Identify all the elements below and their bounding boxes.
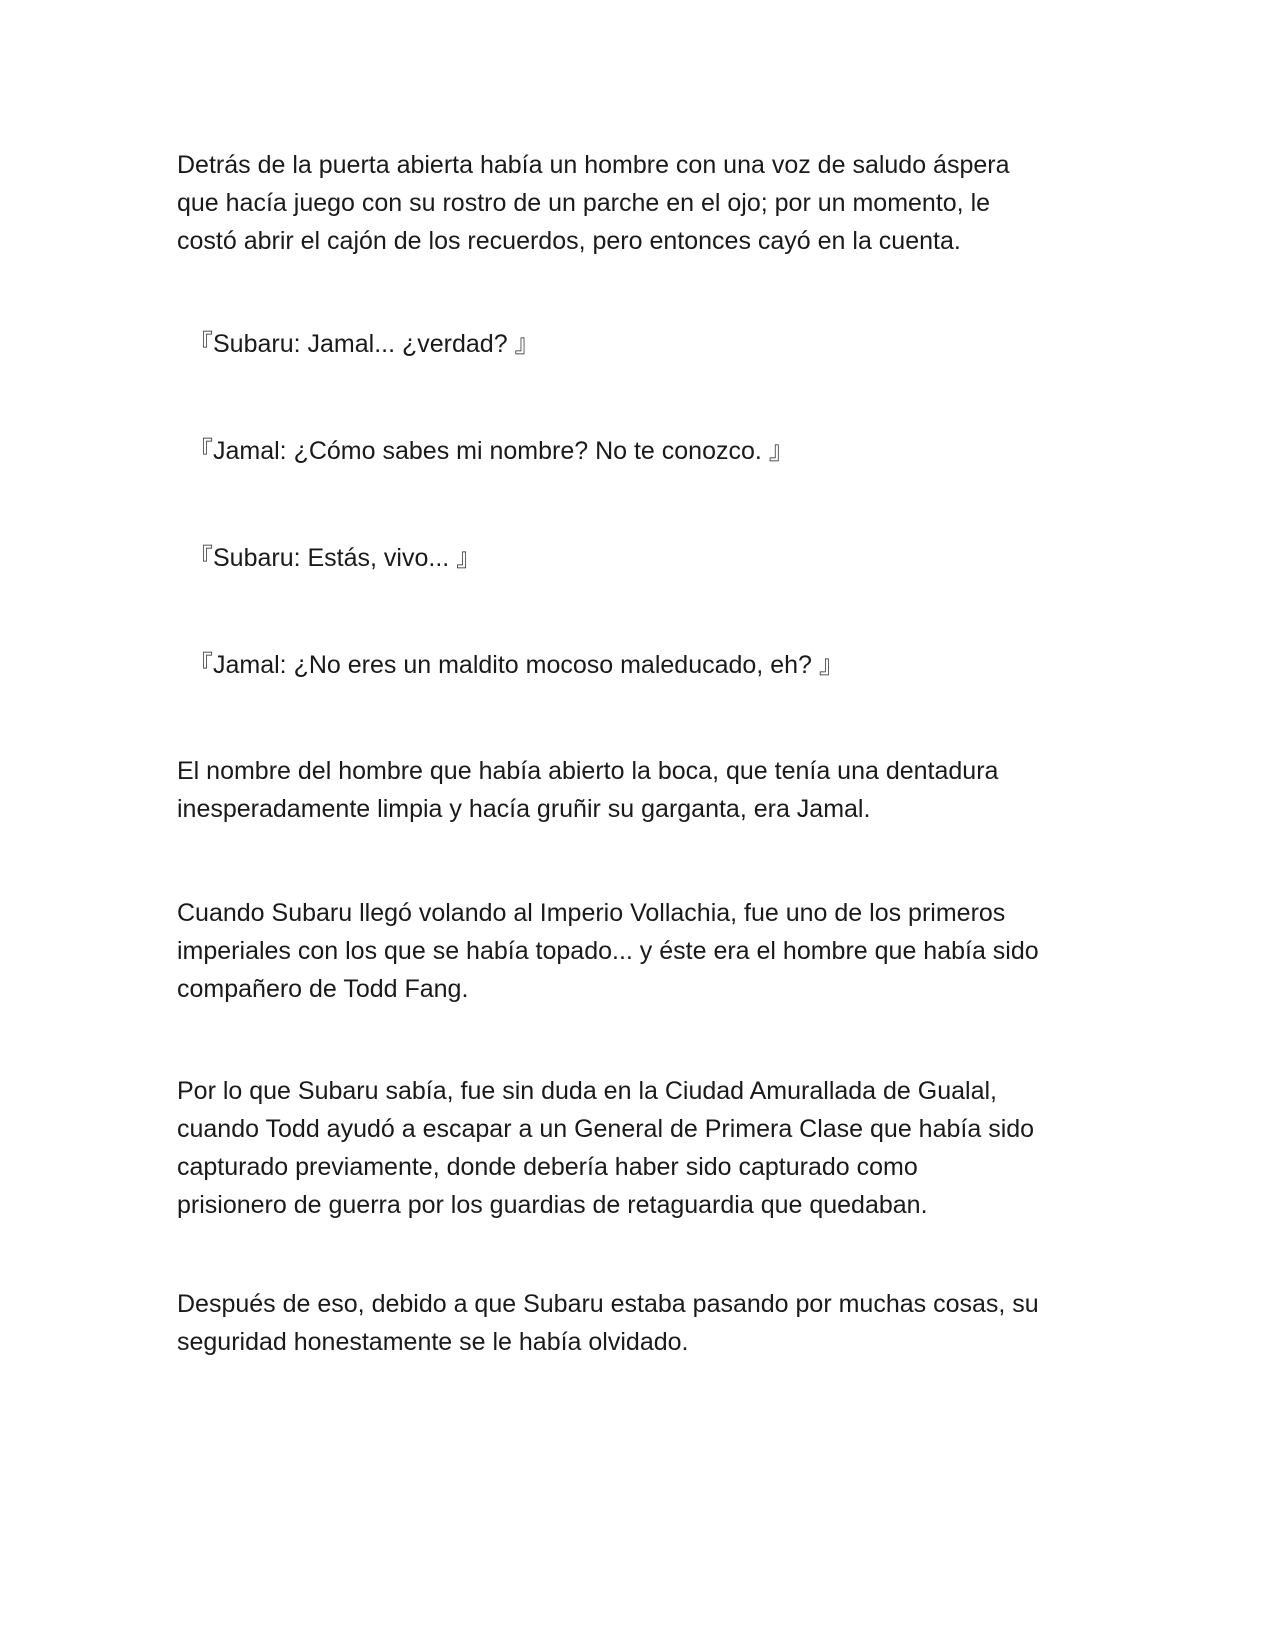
- text-line: Detrás de la puerta abierta había un hombre con una voz de saludo áspera: [177, 151, 1010, 179]
- text-line: prisionero de guerra por los guardias de retaguardia que quedaban.: [177, 1191, 928, 1219]
- text-line: inesperadamente limpia y hacía gruñir su garganta, era Jamal.: [177, 795, 871, 823]
- paragraph-narration-2: [177, 752, 1097, 828]
- text-line: seguridad honestamente se le había olvidado.: [177, 1328, 689, 1356]
- text-line: 『Jamal: ¿No eres un maldito mocoso maleducado, eh? 』: [188, 651, 844, 679]
- text-line: compañero de Todd Fang.: [177, 975, 469, 1003]
- text-line: El nombre del hombre que había abierto la boca, que tenía una dentadura: [177, 757, 999, 785]
- dialogue-jamal-1: [188, 432, 1108, 470]
- dialogue-subaru-2: [188, 539, 1108, 577]
- text-line: cuando Todd ayudó a escapar a un General de Primera Clase que había sido: [177, 1115, 1035, 1143]
- dialogue-jamal-2: [188, 646, 1108, 684]
- text-line: capturado previamente, donde debería haber sido capturado como: [177, 1153, 918, 1181]
- text-line: 『Jamal: ¿Cómo sabes mi nombre? No te conozco. 』: [188, 437, 794, 465]
- text-line: 『Subaru: Jamal... ¿verdad? 』: [188, 330, 540, 358]
- text-line: costó abrir el cajón de los recuerdos, pero entonces cayó en la cuenta.: [177, 227, 961, 255]
- text-line: Por lo que Subaru sabía, fue sin duda en la Ciudad Amurallada de Gualal,: [177, 1077, 997, 1105]
- paragraph-narration-4: [177, 1072, 1097, 1224]
- text-line: Cuando Subaru llegó volando al Imperio Vollachia, fue uno de los primeros: [177, 899, 1006, 927]
- text-line: Después de eso, debido a que Subaru estaba pasando por muchas cosas, su: [177, 1290, 1039, 1318]
- text-line: 『Subaru: Estás, vivo... 』: [188, 544, 482, 572]
- text-line: imperiales con los que se había topado... y éste era el hombre que había sido: [177, 937, 1039, 965]
- paragraph-narration-3: [177, 894, 1097, 1008]
- text-line: que hacía juego con su rostro de un parche en el ojo; por un momento, le: [177, 189, 991, 217]
- dialogue-subaru-1: [188, 325, 1108, 363]
- paragraph-narration-5: [177, 1285, 1097, 1361]
- paragraph-narration-1: [177, 146, 1097, 260]
